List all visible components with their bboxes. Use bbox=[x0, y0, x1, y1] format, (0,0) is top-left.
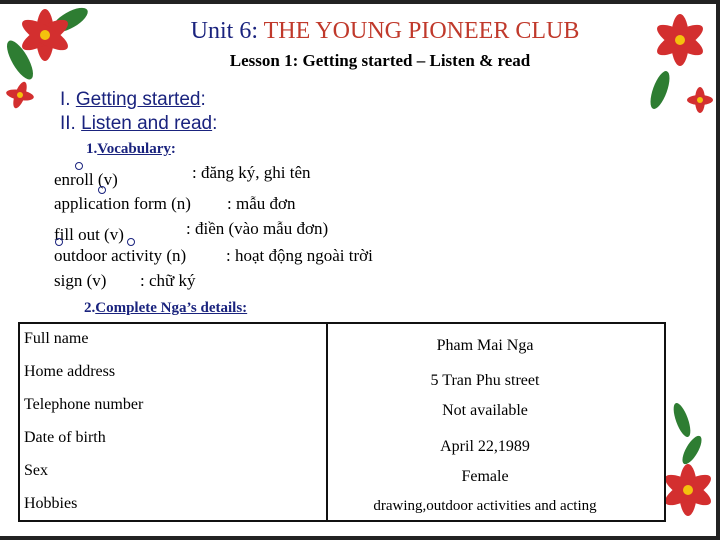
row-value-telephone: Not available bbox=[442, 402, 528, 419]
section-listen-and-read bbox=[60, 113, 217, 135]
section-label: Listen and read bbox=[81, 113, 213, 134]
bottom-border bbox=[0, 536, 720, 540]
vocab-word-outdoor-activity: outdoor activity (n) bbox=[54, 246, 187, 265]
unit-label: Unit 6: bbox=[190, 18, 258, 44]
vocab-meaning-sign: : chữ ký bbox=[140, 271, 196, 290]
row-label-date-of-birth: Date of birth bbox=[24, 429, 106, 446]
section-getting-started bbox=[60, 89, 206, 111]
vocab-meaning-enroll: : đăng ký, ghi tên bbox=[192, 163, 311, 182]
row-label-full-name: Full name bbox=[24, 330, 89, 347]
details-heading-number: 2. bbox=[84, 300, 96, 316]
vocab-meaning-application-form: : mẫu đơn bbox=[227, 194, 296, 213]
vocabulary-heading-suffix: : bbox=[170, 141, 176, 157]
vocab-meaning-outdoor-activity: : hoạt động ngoài trời bbox=[226, 246, 373, 265]
section-number: I. bbox=[60, 89, 71, 110]
stress-mark-icon bbox=[55, 238, 63, 246]
details-heading bbox=[84, 300, 247, 317]
row-value-hobbies: drawing,outdoor activities and acting bbox=[373, 498, 597, 514]
row-value-home-address: 5 Tran Phu street bbox=[430, 372, 540, 389]
row-label-sex: Sex bbox=[24, 462, 48, 479]
row-label-home-address: Home address bbox=[24, 363, 116, 380]
row-value-full-name: Pham Mai Nga bbox=[436, 337, 534, 354]
row-value-date-of-birth: April 22,1989 bbox=[440, 438, 530, 455]
section-number: II. bbox=[60, 113, 76, 134]
unit-title: THE YOUNG PIONEER CLUB bbox=[263, 18, 580, 44]
section-suffix: : bbox=[212, 113, 218, 134]
page-title bbox=[0, 18, 720, 45]
vocabulary-heading-label: Vocabulary bbox=[97, 141, 171, 157]
section-suffix: : bbox=[200, 89, 206, 110]
details-table-divider bbox=[326, 324, 328, 520]
section-label: Getting started bbox=[75, 89, 201, 110]
vocab-word-enroll: enroll (v) bbox=[54, 170, 118, 189]
vocab-word-sign: sign (v) bbox=[54, 271, 107, 290]
stress-mark-icon bbox=[75, 162, 83, 170]
row-label-telephone: Telephone number bbox=[24, 396, 144, 413]
vocab-word-application-form: application form (n) bbox=[54, 194, 191, 213]
vocab-meaning-fill-out: : điền (vào mẫu đơn) bbox=[186, 219, 329, 238]
row-value-sex: Female bbox=[461, 468, 509, 485]
stress-mark-icon bbox=[98, 186, 106, 194]
vocabulary-heading bbox=[86, 141, 176, 158]
lesson-subtitle: Lesson 1: Getting started – Listen & read bbox=[229, 51, 531, 70]
stress-mark-icon bbox=[127, 238, 135, 246]
vocabulary-heading-number: 1. bbox=[86, 141, 98, 157]
vocab-word-fill-out: fill out (v) bbox=[54, 225, 124, 244]
details-heading-label: Complete Nga’s details: bbox=[95, 300, 248, 316]
row-label-hobbies: Hobbies bbox=[24, 495, 78, 512]
